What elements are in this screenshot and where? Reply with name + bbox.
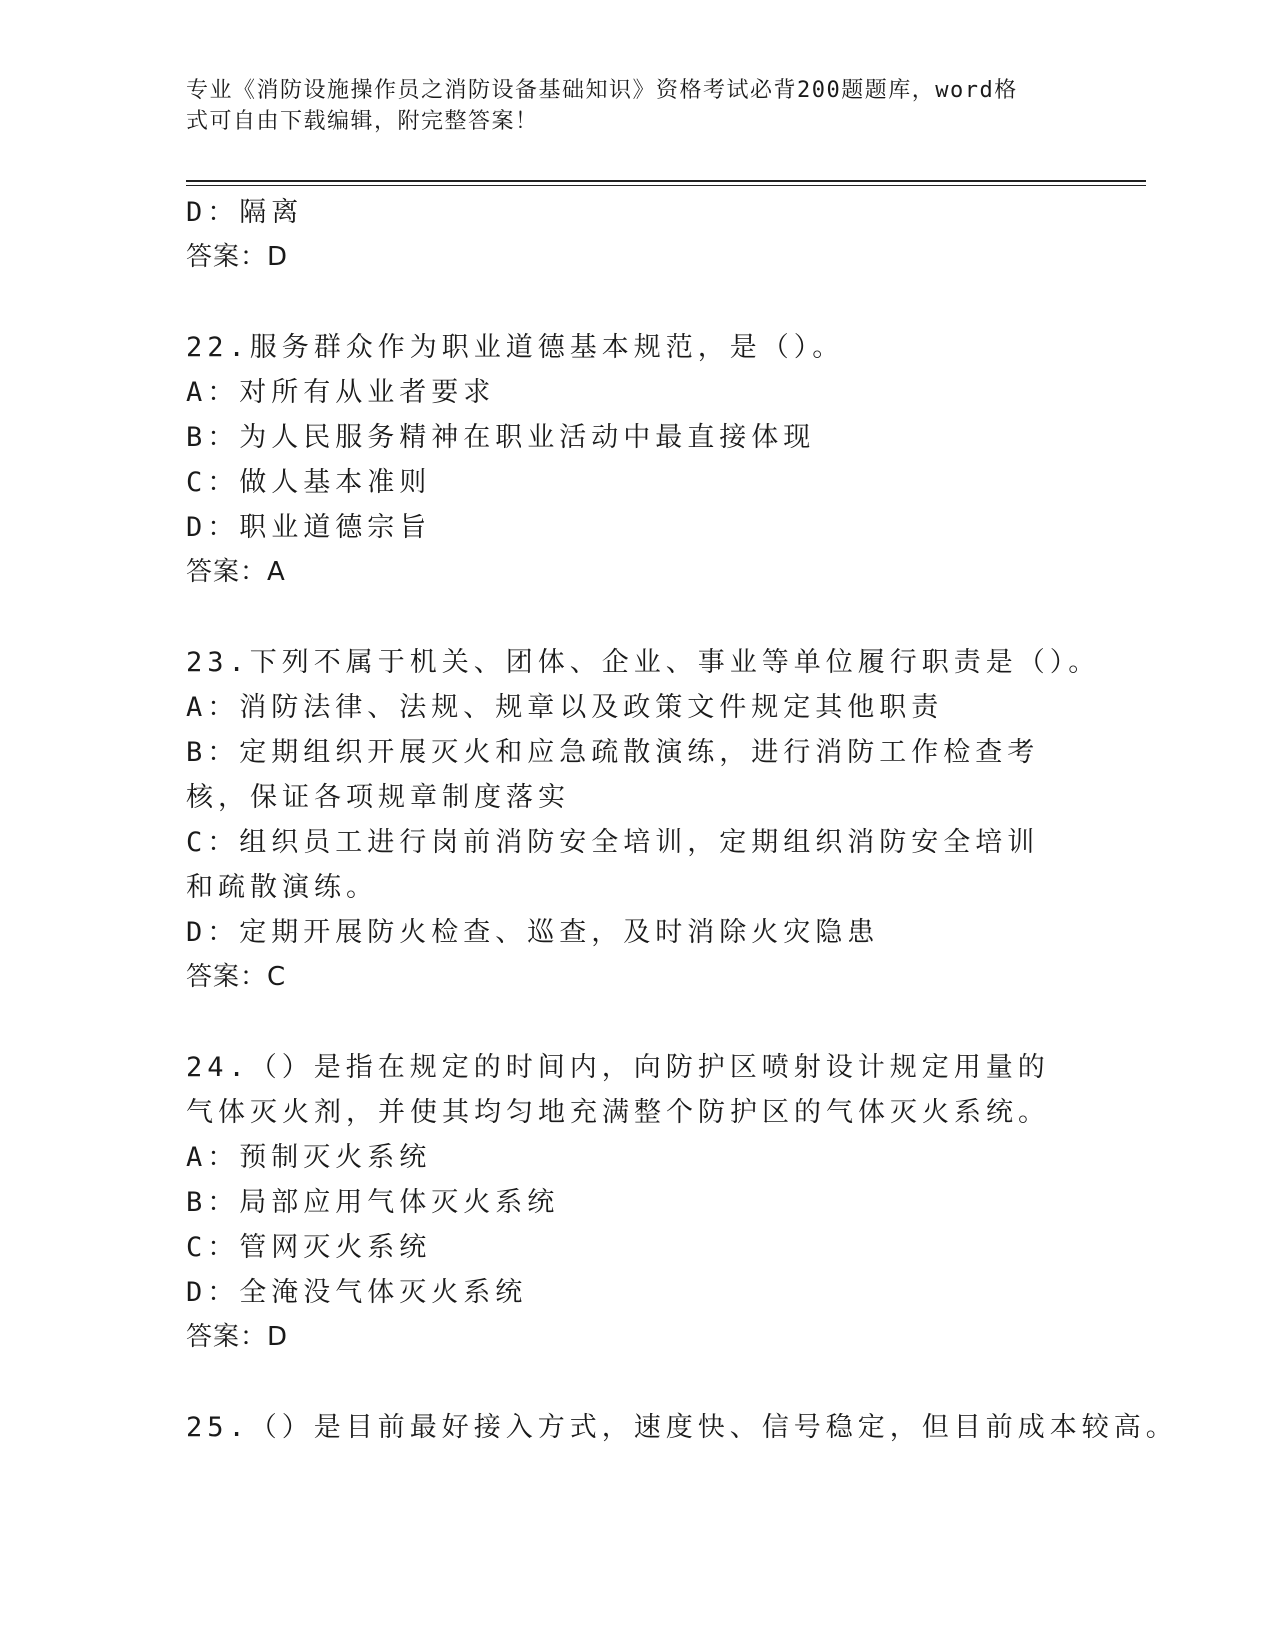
question-stem: 22.服务群众作为职业道德基本规范，是（）。 xyxy=(186,332,845,363)
spacer xyxy=(186,595,1086,640)
option-d: D：职业道德宗旨 xyxy=(186,512,432,543)
spacer xyxy=(186,1000,1086,1045)
question-list xyxy=(186,190,1178,1450)
option-b: B：局部应用气体灭火系统 xyxy=(186,1187,560,1218)
question-23 xyxy=(186,640,1101,1000)
option-a: A：消防法律、法规、规章以及政策文件规定其他职责 xyxy=(186,692,944,723)
answer-line: 答案：D xyxy=(186,242,289,272)
option-a: A：预制灭火系统 xyxy=(186,1142,432,1173)
option-b: B：为人民服务精神在职业活动中最直接体现 xyxy=(186,422,816,453)
document-header xyxy=(186,75,1086,137)
option-d: D：隔离 xyxy=(186,197,304,228)
question-stem: 25.（）是目前最好接入方式，速度快、信号稳定，但目前成本较高。 xyxy=(186,1412,1178,1443)
answer-line: 答案：C xyxy=(186,962,287,992)
option-c: C：做人基本准则 xyxy=(186,467,432,498)
header-title-line-1: 专业《消防设施操作员之消防设备基础知识》资格考试必背200题题库，word格 xyxy=(186,78,1018,103)
question-22 xyxy=(186,325,1086,595)
option-c: C：管网灭火系统 xyxy=(186,1232,432,1263)
answer-line: 答案：D xyxy=(186,1322,289,1352)
option-c: C：组织员工进行岗前消防安全培训，定期组织消防安全培训和疏散演练。 xyxy=(186,827,1040,903)
option-d: D：全淹没气体灭火系统 xyxy=(186,1277,528,1308)
header-divider-thick xyxy=(186,180,1146,182)
header-title-line-2: 式可自由下载编辑，附完整答案！ xyxy=(186,109,539,134)
option-b: B：定期组织开展灭火和应急疏散演练，进行消防工作检查考核，保证各项规章制度落实 xyxy=(186,737,1040,813)
question-stem: 23.下列不属于机关、团体、企业、事业等单位履行职责是（）。 xyxy=(186,647,1101,678)
question-24 xyxy=(186,1045,1086,1360)
answer-line: 答案：A xyxy=(186,557,286,587)
question-25 xyxy=(186,1405,1178,1450)
header-divider-thin xyxy=(186,185,1146,186)
prev-question-tail xyxy=(186,190,1086,280)
option-d: D：定期开展防火检查、巡查，及时消除火灾隐患 xyxy=(186,917,880,948)
spacer xyxy=(186,1360,1086,1405)
question-stem: 24.（）是指在规定的时间内，向防护区喷射设计规定用量的气体灭火剂，并使其均匀地充满整个防护区的气体灭火系统。 xyxy=(186,1052,1050,1128)
spacer xyxy=(186,280,1086,325)
option-a: A：对所有从业者要求 xyxy=(186,377,496,408)
